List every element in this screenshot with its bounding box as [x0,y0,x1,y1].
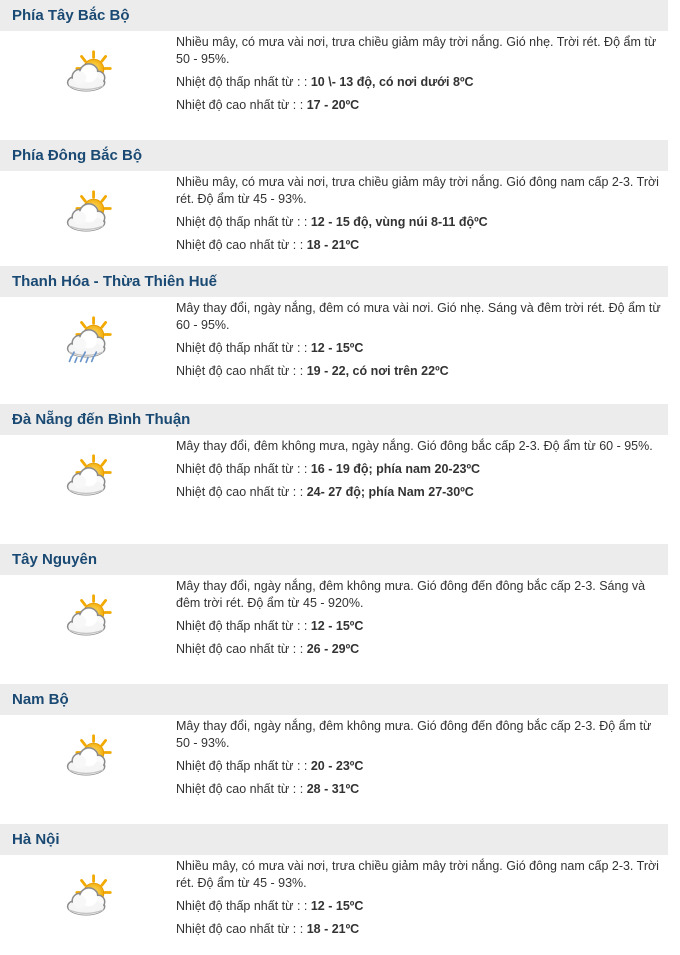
partly-cloudy-icon [62,453,114,505]
high-temp-value: 18 - 21ºC [306,238,360,252]
high-temperature [176,363,664,380]
low-temp-label: Nhiệt độ thấp nhất từ : : [176,759,308,773]
partly-cloudy-icon [62,189,114,241]
high-temp-value: 28 - 31ºC [306,782,360,796]
low-temp-value: 12 - 15ºC [310,341,364,355]
region-block [0,684,668,815]
high-temp-label: Nhiệt độ cao nhất từ : : [176,642,304,656]
region-block [0,824,668,955]
partly-cloudy-icon [62,733,114,785]
high-temp-value: 19 - 22, có nơi trên 22ºC [306,364,449,378]
region-body [0,171,668,271]
low-temp-label: Nhiệt độ thấp nhất từ : : [176,619,308,633]
forecast-description: Mây thay đổi, đêm không mưa, ngày nắng. Gió đông bắc cấp 2-3. Độ ẩm từ 60 - 95%. [176,439,653,453]
forecast-info [176,174,664,254]
low-temp-value: 12 - 15 độ, vùng núi 8-11 độºC [310,215,488,229]
region-title: Thanh Hóa - Thừa Thiên Huế [0,266,668,297]
high-temp-label: Nhiệt độ cao nhất từ : : [176,238,304,252]
forecast-description: Nhiều mây, có mưa vài nơi, trưa chiều giảm mây trời nắng. Gió nhẹ. Trời rét. Độ ẩm từ 50 - 95%. [176,35,657,66]
region-body [0,855,668,955]
region-body [0,31,668,131]
low-temp-value: 10 \- 13 độ, có nơi dưới 8ºC [310,75,474,89]
high-temp-value: 26 - 29ºC [306,642,360,656]
low-temperature [176,340,664,357]
low-temp-value: 16 - 19 độ; phía nam 20-23ºC [310,462,481,476]
forecast-description: Nhiều mây, có mưa vài nơi, trưa chiều giảm mây trời nắng. Gió đông nam cấp 2-3. Trời rét. Độ ẩm từ 45 - 93%. [176,859,659,890]
high-temp-label: Nhiệt độ cao nhất từ : : [176,485,304,499]
forecast-description: Mây thay đổi, ngày nắng, đêm không mưa. Gió đông đến đông bắc cấp 2-3. Độ ẩm từ 50 - 93%. [176,719,652,750]
region-block [0,266,668,397]
low-temp-label: Nhiệt độ thấp nhất từ : : [176,341,308,355]
high-temperature [176,97,664,114]
region-title: Nam Bộ [0,684,668,715]
forecast-info [176,858,664,938]
forecast-info [176,578,664,658]
high-temp-value: 24- 27 độ; phía Nam 27-30ºC [306,485,474,499]
region-body [0,297,668,397]
region-title: Phía Tây Bắc Bộ [0,0,668,31]
partly-cloudy-icon [62,873,114,925]
high-temp-label: Nhiệt độ cao nhất từ : : [176,364,304,378]
region-body [0,435,668,535]
low-temperature [176,214,664,231]
low-temp-value: 20 - 23ºC [310,759,364,773]
high-temp-label: Nhiệt độ cao nhất từ : : [176,98,304,112]
high-temp-value: 17 - 20ºC [306,98,360,112]
high-temperature [176,641,664,658]
partly-cloudy-icon [62,593,114,645]
forecast-info [176,34,664,114]
partly-cloudy-icon [62,49,114,101]
region-block [0,0,668,131]
low-temp-label: Nhiệt độ thấp nhất từ : : [176,899,308,913]
low-temperature [176,618,664,635]
high-temperature [176,921,664,938]
low-temperature [176,461,664,478]
low-temp-value: 12 - 15ºC [310,899,364,913]
high-temp-value: 18 - 21ºC [306,922,360,936]
region-body [0,575,668,675]
low-temperature [176,74,664,91]
region-block [0,140,668,271]
low-temp-label: Nhiệt độ thấp nhất từ : : [176,462,308,476]
region-title: Phía Đông Bắc Bộ [0,140,668,171]
low-temp-label: Nhiệt độ thấp nhất từ : : [176,215,308,229]
region-title: Tây Nguyên [0,544,668,575]
forecast-description: Mây thay đổi, ngày nắng, đêm có mưa vài nơi. Gió nhẹ. Sáng và đêm trời rét. Độ ẩm từ 60 - 95%. [176,301,661,332]
forecast-description: Mây thay đổi, ngày nắng, đêm không mưa. Gió đông đến đông bắc cấp 2-3. Sáng và đêm trời rét. Độ ẩm từ 45 - 920%. [176,579,646,610]
region-title: Hà Nội [0,824,668,855]
low-temp-label: Nhiệt độ thấp nhất từ : : [176,75,308,89]
high-temperature [176,781,664,798]
forecast-description: Nhiều mây, có mưa vài nơi, trưa chiều giảm mây trời nắng. Gió đông nam cấp 2-3. Trời rét. Độ ẩm từ 45 - 93%. [176,175,659,206]
high-temperature [176,237,664,254]
forecast-info [176,438,664,501]
high-temp-label: Nhiệt độ cao nhất từ : : [176,922,304,936]
region-body [0,715,668,815]
forecast-info [176,718,664,798]
high-temperature [176,484,664,501]
region-title: Đà Nẵng đến Bình Thuận [0,404,668,435]
region-block [0,404,668,535]
low-temperature [176,758,664,775]
region-block [0,544,668,675]
forecast-info [176,300,664,380]
rain-cloud-icon [62,315,114,367]
high-temp-label: Nhiệt độ cao nhất từ : : [176,782,304,796]
low-temp-value: 12 - 15ºC [310,619,364,633]
low-temperature [176,898,664,915]
